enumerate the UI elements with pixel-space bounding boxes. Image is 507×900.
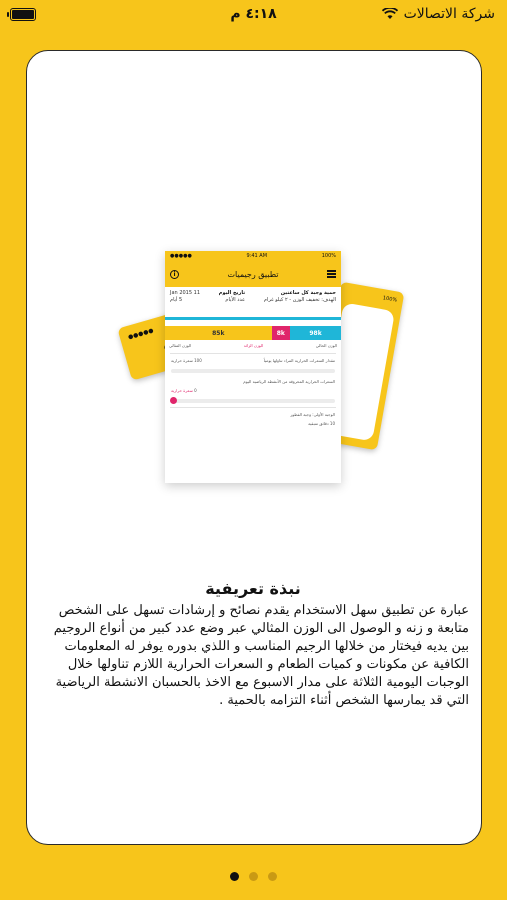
burn-value-row: [165, 386, 341, 395]
page-dot-2[interactable]: [249, 872, 258, 881]
days-value: 5 أيام: [170, 297, 183, 303]
progress-strip: [165, 317, 341, 320]
phone-signal-icon: ●●●●●: [170, 253, 192, 259]
divider: [170, 353, 336, 354]
phone-status-bar: [165, 251, 341, 261]
onboarding-card: [26, 50, 482, 845]
about-section: [37, 579, 469, 710]
next-meal-time: 10 دقائق متبقية: [308, 421, 335, 426]
mini-battery-label: 100%: [382, 295, 398, 304]
battery-icon: [10, 8, 36, 21]
phone-title: تطبيق رجيميات: [227, 269, 279, 279]
next-meal-label: الوجبة الأولى: وجبة الفطور: [290, 412, 335, 417]
app-illustration: [27, 51, 482, 571]
about-body: عبارة عن تطبيق سهل الاستخدام يقدم نصائح و إرشادات تسهل على الشخص متابعة و زنه و الوصول الى الوزن المثالي عبر وضع عدد كبير من أنواع الروجيم بين يديه فيختار من خلالها الرجيم المناسب و اللذي بدوره يوفر له المعلومات الكافية عن مكونات و كميات الطعام و السعرات الحرارية اللازم تناولها خلال الوجبات اليومية الثلاثة على مدار الاسبوع مع الاخذ بالحسبان الانشطة الرياضية التي قد يمارسها الشخص أثناء التزامه بالحمية .: [53, 603, 469, 708]
current-weight-label: الوزن الحالي: [315, 343, 337, 348]
phone-battery: 100%: [321, 253, 336, 259]
clock: ٤:١٨ م: [230, 6, 277, 22]
calories-slider: [171, 369, 335, 373]
carrier-name: شركة الاتصالات: [403, 6, 495, 22]
diet-summary: [165, 287, 341, 307]
burn-label: السعرات الحرارية المحروقة من الأنشطة الرياضية اليوم: [243, 379, 335, 384]
meal-title: حمية وجبة كل ساعتين: [280, 290, 336, 296]
excess-weight-bar: 8k: [272, 326, 291, 340]
excess-weight-label: الوزن الزائد: [243, 343, 264, 348]
phone-screenshot: [165, 251, 341, 483]
info-icon: i: [170, 270, 179, 279]
page-dot-1[interactable]: [230, 872, 239, 881]
calories-row: [165, 356, 341, 365]
date-value: 11 Jan 2015: [170, 290, 201, 296]
phone-time: 9:41 AM: [246, 253, 268, 259]
about-title: نبذة تعريفية: [205, 579, 301, 598]
date-label: تاريخ اليوم: [218, 290, 246, 296]
ideal-weight-label: الوزن المثالي: [169, 343, 192, 348]
burn-row: [165, 377, 341, 386]
burn-slider: [171, 399, 335, 403]
burn-slider-knob: [170, 397, 177, 404]
calories-value: 100 سعرة حرارية: [171, 358, 202, 363]
ideal-weight-bar: 85k: [165, 326, 272, 340]
fade-overlay: [165, 443, 341, 483]
divider: [170, 407, 336, 408]
days-label: عدد الأيام: [225, 297, 246, 303]
signal-dots-icon: ●●●●●: [127, 326, 155, 341]
next-meal-sub-row: [165, 419, 341, 428]
burn-unit: سعرة حرارية: [171, 388, 193, 393]
page-indicator[interactable]: [0, 872, 507, 881]
burn-value: 0: [194, 388, 197, 393]
phone-header: [165, 261, 341, 287]
menu-icon: [327, 269, 336, 280]
meal-subtitle: الهدف: تخفيف الوزن - ٢ كيلو غرام: [263, 297, 336, 303]
weight-bars: [165, 326, 341, 340]
calories-label: مقدار السعرات الحرارية المراد تناولها يومياً: [263, 358, 335, 363]
weight-labels: [165, 340, 341, 351]
next-meal-row: [165, 410, 341, 419]
current-weight-bar: 98k: [290, 326, 341, 340]
page-dot-3[interactable]: [268, 872, 277, 881]
status-bar: [0, 0, 507, 30]
